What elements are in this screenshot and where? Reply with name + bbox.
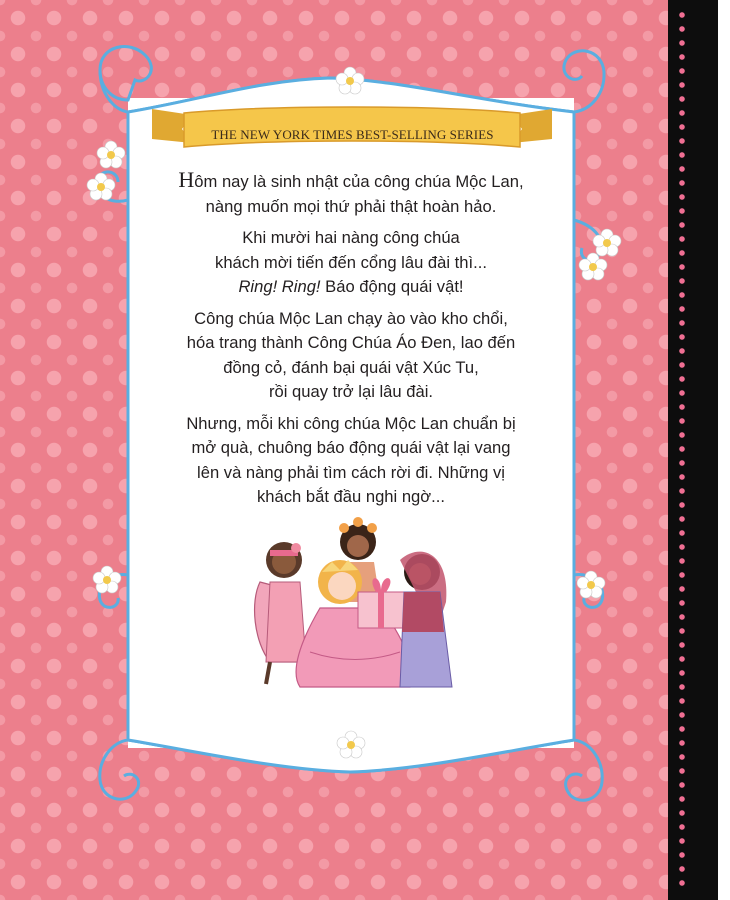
text-line: Nhưng, mỗi khi công chúa Mộc Lan chuẩn bị xyxy=(186,413,516,433)
paragraph-1 xyxy=(158,168,544,219)
flower-icon xyxy=(336,730,366,760)
text-line: ôm nay là sinh nhật của công chúa Mộc Lan, xyxy=(194,172,524,191)
flower-icon xyxy=(86,172,116,202)
text-line: mở quà, chuông báo động quái vật lại vang xyxy=(191,438,511,457)
flower-icon xyxy=(96,140,126,170)
italic-ring-text: Ring! Ring! xyxy=(238,277,321,296)
paragraph-4 xyxy=(158,412,544,510)
text-line: đồng cỏ, đánh bại quái vật Xúc Tu, xyxy=(223,357,479,377)
text-line: Khi mười hai nàng công chúa xyxy=(242,228,460,247)
drop-cap: H xyxy=(178,167,195,192)
text-line: Công chúa Mộc Lan chạy ào vào kho chổi, xyxy=(194,308,508,328)
text-line: lên và nàng phải tìm cách rời đi. Những vị xyxy=(197,462,505,482)
paragraph-2 xyxy=(158,226,544,300)
flower-icon xyxy=(92,565,122,595)
princesses-illustration xyxy=(240,512,470,702)
text-line: Báo động quái vật! xyxy=(320,277,464,296)
flower-icon xyxy=(335,66,365,96)
text-line: khách bắt đầu nghi ngờ... xyxy=(256,487,446,506)
text-line: khách mời tiến đến cổng lâu đài thì... xyxy=(215,252,487,272)
paragraph-3 xyxy=(158,307,544,405)
flower-icon xyxy=(576,570,606,600)
banner-text: THE NEW YORK TIMES BEST-SELLING SERIES xyxy=(211,127,494,142)
text-line: nàng muốn mọi thứ phải thật hoàn hảo. xyxy=(205,196,497,216)
text-line: hóa trang thành Công Chúa Áo Đen, lao đến xyxy=(186,333,516,352)
story-blurb xyxy=(158,168,544,517)
text-line: rồi quay trở lại lâu đài. xyxy=(269,382,433,401)
flower-icon xyxy=(578,252,608,282)
